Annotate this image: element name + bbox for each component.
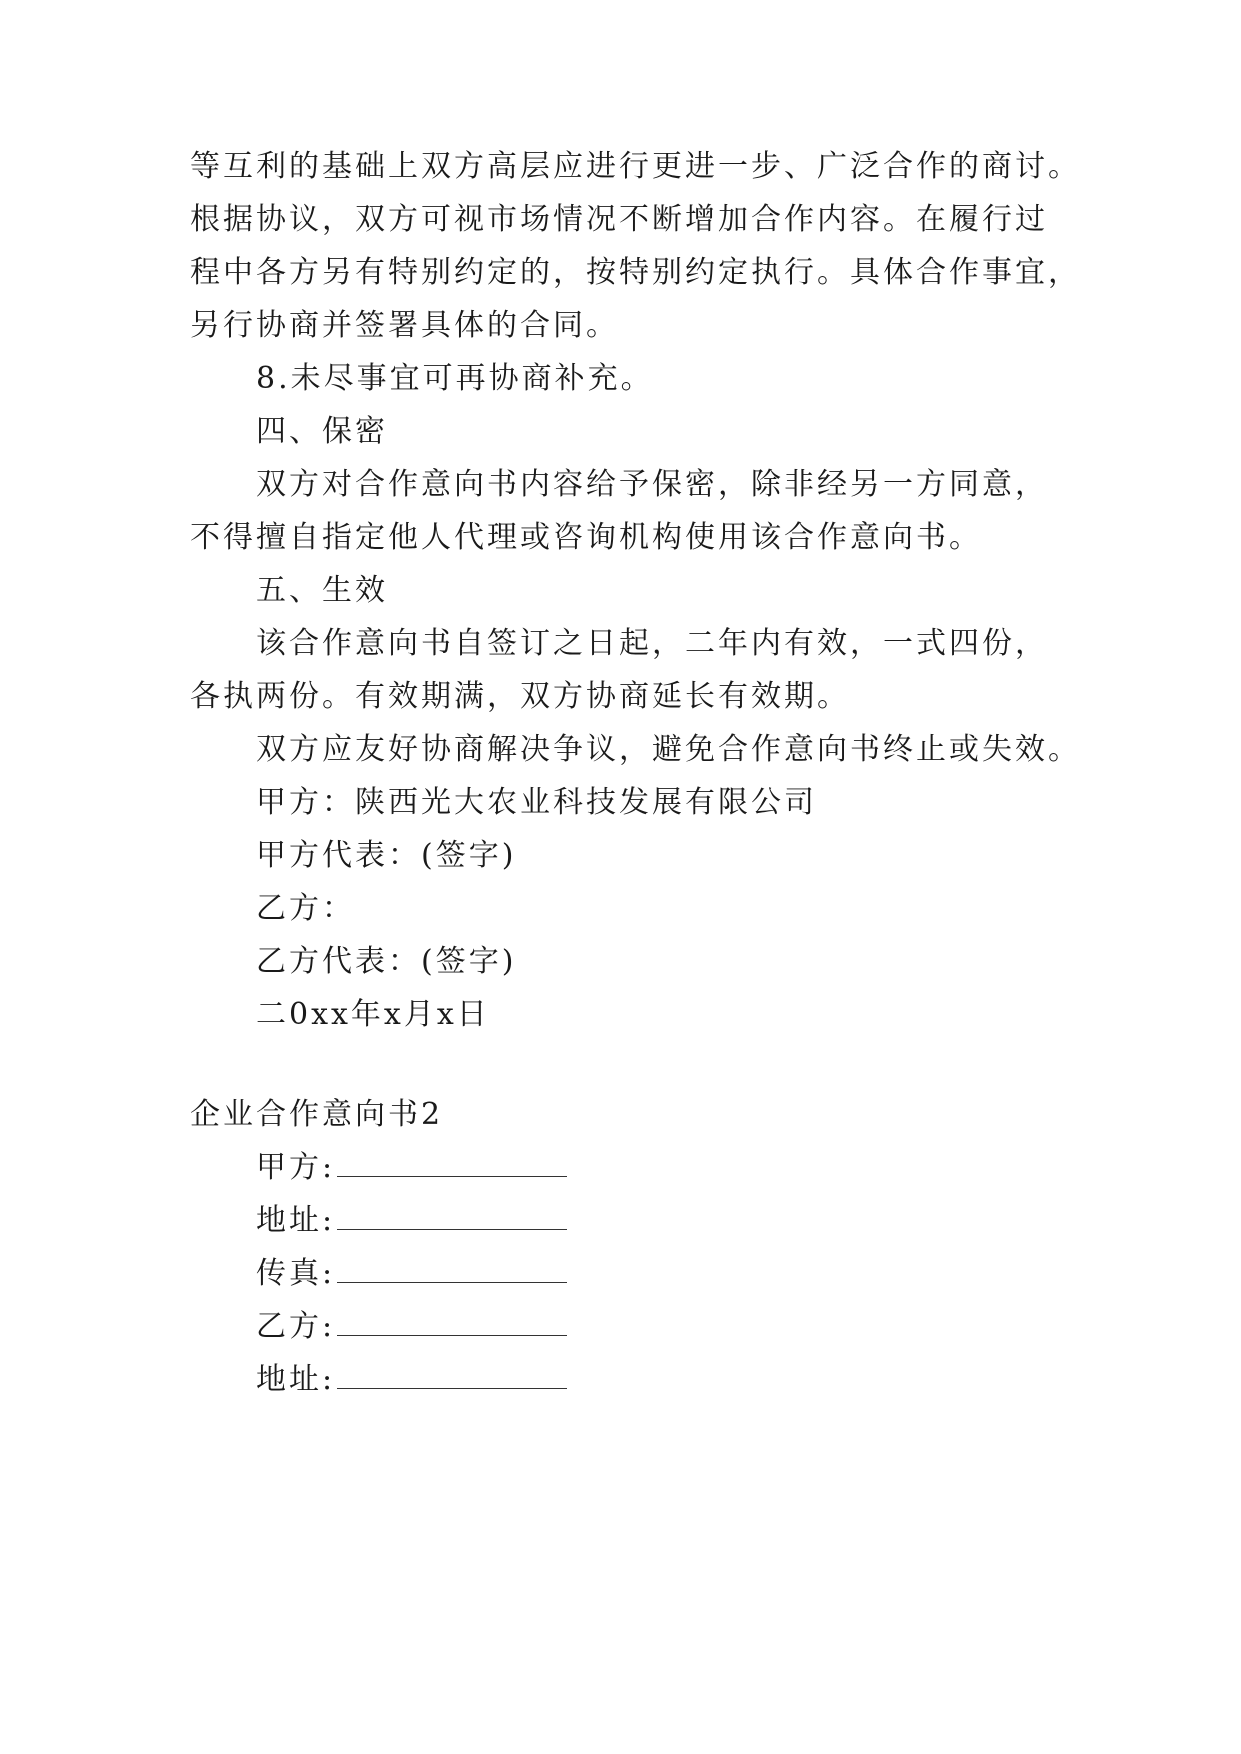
blank-line [337, 1175, 567, 1177]
paragraph-line: 等互利的基础上双方高层应进行更进一步、广泛合作的商讨。 [190, 149, 1081, 184]
paragraph-line: 双方应友好协商解决争议，避免合作意向书终止或失效。 [256, 732, 1081, 767]
party-b: 乙方： [256, 891, 355, 926]
field-label: 地址: [256, 1203, 336, 1238]
field-label: 传真: [256, 1256, 336, 1291]
paragraph-line: 不得擅自指定他人代理或咨询机构使用该合作意向书。 [190, 520, 982, 555]
paragraph-line: 另行协商并签署具体的合同。 [190, 308, 619, 343]
paragraph-line: 根据协议，双方可视市场情况不断增加合作内容。在履行过 [190, 202, 1048, 237]
blank-line [337, 1281, 567, 1283]
blank-line [337, 1387, 567, 1389]
field-label: 甲方: [256, 1150, 336, 1185]
clause-8: 8.未尽事宜可再协商补充。 [256, 361, 654, 396]
form-field-fax [256, 1254, 567, 1294]
party-a: 甲方：陕西光大农业科技发展有限公司 [256, 785, 817, 820]
signing-date: 二0xx年x月x日 [256, 997, 490, 1032]
section-title: 企业合作意向书2 [190, 1097, 444, 1132]
form-field-address-b [256, 1360, 567, 1400]
heading-confidentiality: 四、保密 [256, 414, 388, 449]
field-label: 地址: [256, 1362, 336, 1397]
form-field-party-a [256, 1148, 567, 1188]
paragraph-line: 该合作意向书自签订之日起，二年内有效，一式四份， [256, 626, 1048, 661]
paragraph-line: 双方对合作意向书内容给予保密，除非经另一方同意， [256, 467, 1048, 502]
party-b-representative: 乙方代表：(签字) [256, 944, 517, 979]
heading-effectiveness: 五、生效 [256, 573, 388, 608]
form-field-party-b [256, 1307, 567, 1347]
party-a-representative: 甲方代表：(签字) [256, 838, 517, 873]
blank-line [337, 1334, 567, 1336]
blank-line [337, 1228, 567, 1230]
form-field-address [256, 1201, 567, 1241]
paragraph-line: 程中各方另有特别约定的，按特别约定执行。具体合作事宜， [190, 255, 1081, 290]
paragraph-line: 各执两份。有效期满，双方协商延长有效期。 [190, 679, 850, 714]
field-label: 乙方: [256, 1309, 336, 1344]
